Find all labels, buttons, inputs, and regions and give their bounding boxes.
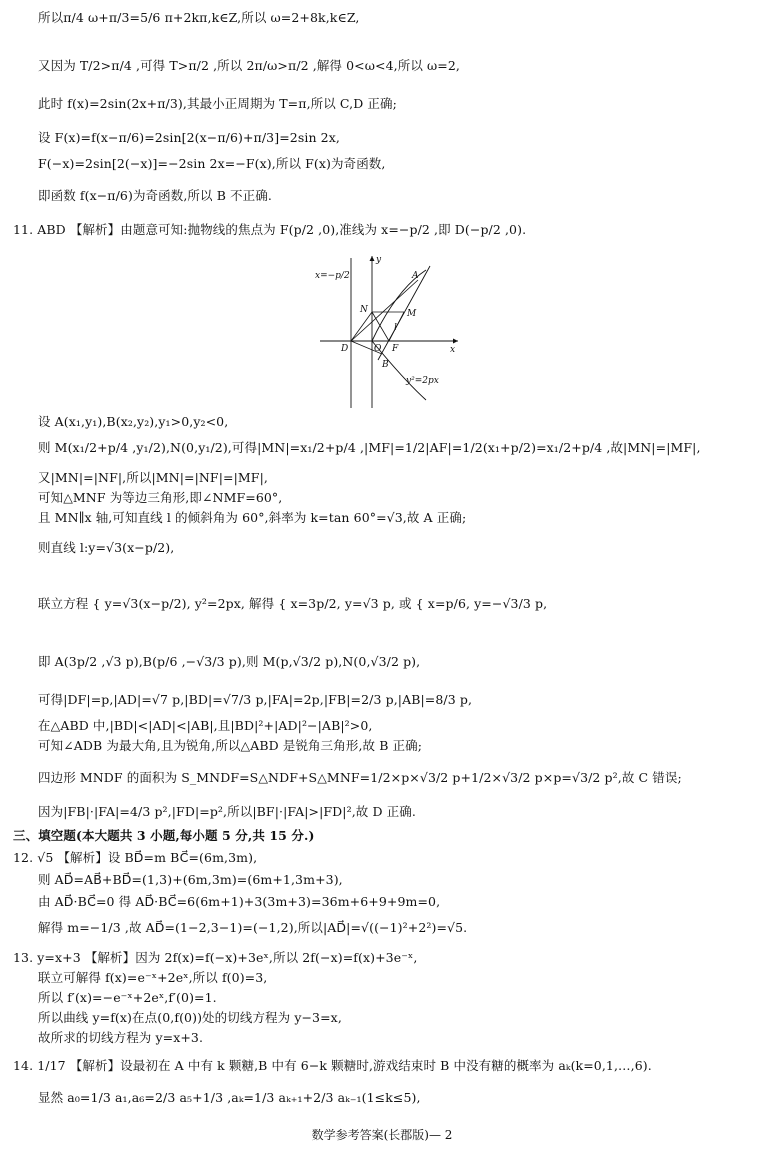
y-axis-label: y [376, 255, 382, 265]
text-line: 因为|FB|·|FA|=4/3 p²,|FD|=p²,所以|BF|·|FA|>|FD|²,故 D 正确. [38, 804, 416, 819]
text-line: 即 A(3p/2 ,√3 p),B(p/6 ,−√3/3 p),则 M(p,√3/2 p),N(0,√3/2 p), [38, 654, 421, 669]
point-B-label: B [382, 360, 389, 370]
text-line: 由 AD⃗·BC⃗=0 得 AD⃗·BC⃗=6(6m+1)+3(3m+3)=36m+6+9+9m=0, [38, 894, 441, 909]
text-line: 设 F(x)=f(x−π/6)=2sin[2(x−π/6)+π/3]=2sin 2x, [38, 130, 340, 145]
question-12-header: 12. √5 【解析】设 BD⃗=m BC⃗=(6m,3m), [13, 850, 258, 865]
line-l-label: l [394, 323, 397, 333]
question-13-header: 13. y=x+3 【解析】因为 2f(x)=f(−x)+3eˣ,所以 2f(−x)=f(x)+3e⁻ˣ, [13, 950, 418, 965]
text-line: 此时 f(x)=2sin(2x+π/3),其最小正周期为 T=π,所以 C,D 正确; [38, 96, 397, 111]
text-line: 则直线 l:y=√3(x−p/2), [38, 540, 175, 555]
point-O-label: O [374, 344, 382, 354]
section-header-fill-blank: 三、填空题(本大题共 3 小题,每小题 5 分,共 15 分.) [13, 828, 315, 843]
text-line: 可知∠ADB 为最大角,且为锐角,所以△ABD 是锐角三角形,故 B 正确; [38, 738, 423, 753]
text-line: 即函数 f(x−π/6)为奇函数,所以 B 不正确. [38, 188, 272, 203]
point-F-label: F [392, 344, 399, 354]
text-line: 联立方程 { y=√3(x−p/2), y²=2px, 解得 { x=3p/2, y=√3 p, 或 { x=p/6, y=−√3/3 p, [38, 596, 548, 611]
text-line: 则 AD⃗=AB⃗+BD⃗=(1,3)+(6m,3m)=(6m+1,3m+3), [38, 872, 343, 887]
point-M-label: M [407, 309, 417, 319]
text-line: 且 MN∥x 轴,可知直线 l 的倾斜角为 60°,斜率为 k=tan 60°=√3,故 A 正确; [38, 510, 467, 525]
text-line: 所以 f′(x)=−e⁻ˣ+2eˣ,f′(0)=1. [38, 990, 217, 1005]
text-line: F(−x)=2sin[2(−x)]=−2sin 2x=−F(x),所以 F(x)为奇函数, [38, 156, 386, 171]
text-line: 所以曲线 y=f(x)在点(0,f(0))处的切线方程为 y−3=x, [38, 1010, 342, 1025]
text-line: 显然 a₀=1/3 a₁,a₆=2/3 a₅+1/3 ,aₖ=1/3 aₖ₊₁+2/3 aₖ₋₁(1≤k≤5), [38, 1090, 421, 1105]
question-11-header: 11. ABD 【解析】由题意可知:抛物线的焦点为 F(p/2 ,0),准线为 x=−p/2 ,即 D(−p/2 ,0). [13, 222, 527, 237]
point-N-label: N [360, 305, 368, 315]
segment-DN [351, 312, 372, 341]
text-line: 四边形 MNDF 的面积为 S_MNDF=S△NDF+S△MNF=1/2×p×√3/2 p+1/2×√3/2 p×p=√3/2 p²,故 C 错误; [38, 770, 682, 785]
text-line: 又因为 T/2>π/4 ,可得 T>π/2 ,所以 2π/ω>π/2 ,解得 0<ω<4,所以 ω=2, [38, 58, 460, 73]
text-line: 所以π/4 ω+π/3=5/6 π+2kπ,k∈Z,所以 ω=2+8k,k∈Z, [38, 10, 360, 25]
text-line: 则 M(x₁/2+p/4 ,y₁/2),N(0,y₁/2),可得|MN|=x₁/2+p/4 ,|MF|=1/2|AF|=1/2(x₁+p/2)=x₁/2+p/4 ,故|MN|=|MF|, [38, 440, 701, 455]
x-axis-label: x [450, 345, 456, 355]
point-D-label: D [341, 344, 349, 354]
text-line: 可知△MNF 为等边三角形,即∠NMF=60°, [38, 490, 283, 505]
text-line: 联立可解得 f(x)=e⁻ˣ+2eˣ,所以 f(0)=3, [38, 970, 268, 985]
text-line: 设 A(x₁,y₁),B(x₂,y₂),y₁>0,y₂<0, [38, 414, 229, 429]
text-line: 在△ABD 中,|BD|<|AD|<|AB|,且|BD|²+|AD|²−|AB|²>0, [38, 718, 373, 733]
question-14-header: 14. 1/17 【解析】设最初在 A 中有 k 颗糖,B 中有 6−k 颗糖时,游戏结束时 B 中没有糖的概率为 aₖ(k=0,1,…,6). [13, 1058, 652, 1073]
point-A-label: A [412, 271, 419, 281]
directrix-label: x=−p/2 [315, 271, 350, 281]
line-l [378, 266, 430, 360]
y-axis-arrow [370, 256, 375, 261]
parabola-label: y²=2px [406, 376, 439, 386]
x-axis-arrow [453, 339, 458, 344]
text-line: 解得 m=−1/3 ,故 AD⃗=(1−2,3−1)=(−1,2),所以|AD⃗|=√((−1)²+2²)=√5. [38, 920, 468, 935]
text-line: 又|MN|=|NF|,所以|MN|=|NF|=|MF|, [38, 470, 268, 485]
text-line: 可得|DF|=p,|AD|=√7 p,|BD|=√7/3 p,|FA|=2p,|FB|=2/3 p,|AB|=8/3 p, [38, 692, 473, 707]
text-line: 故所求的切线方程为 y=x+3. [38, 1030, 204, 1045]
page-footer: 数学参考答案(长郡版)— 2 [311, 1128, 453, 1142]
parabola-diagram [314, 250, 464, 410]
